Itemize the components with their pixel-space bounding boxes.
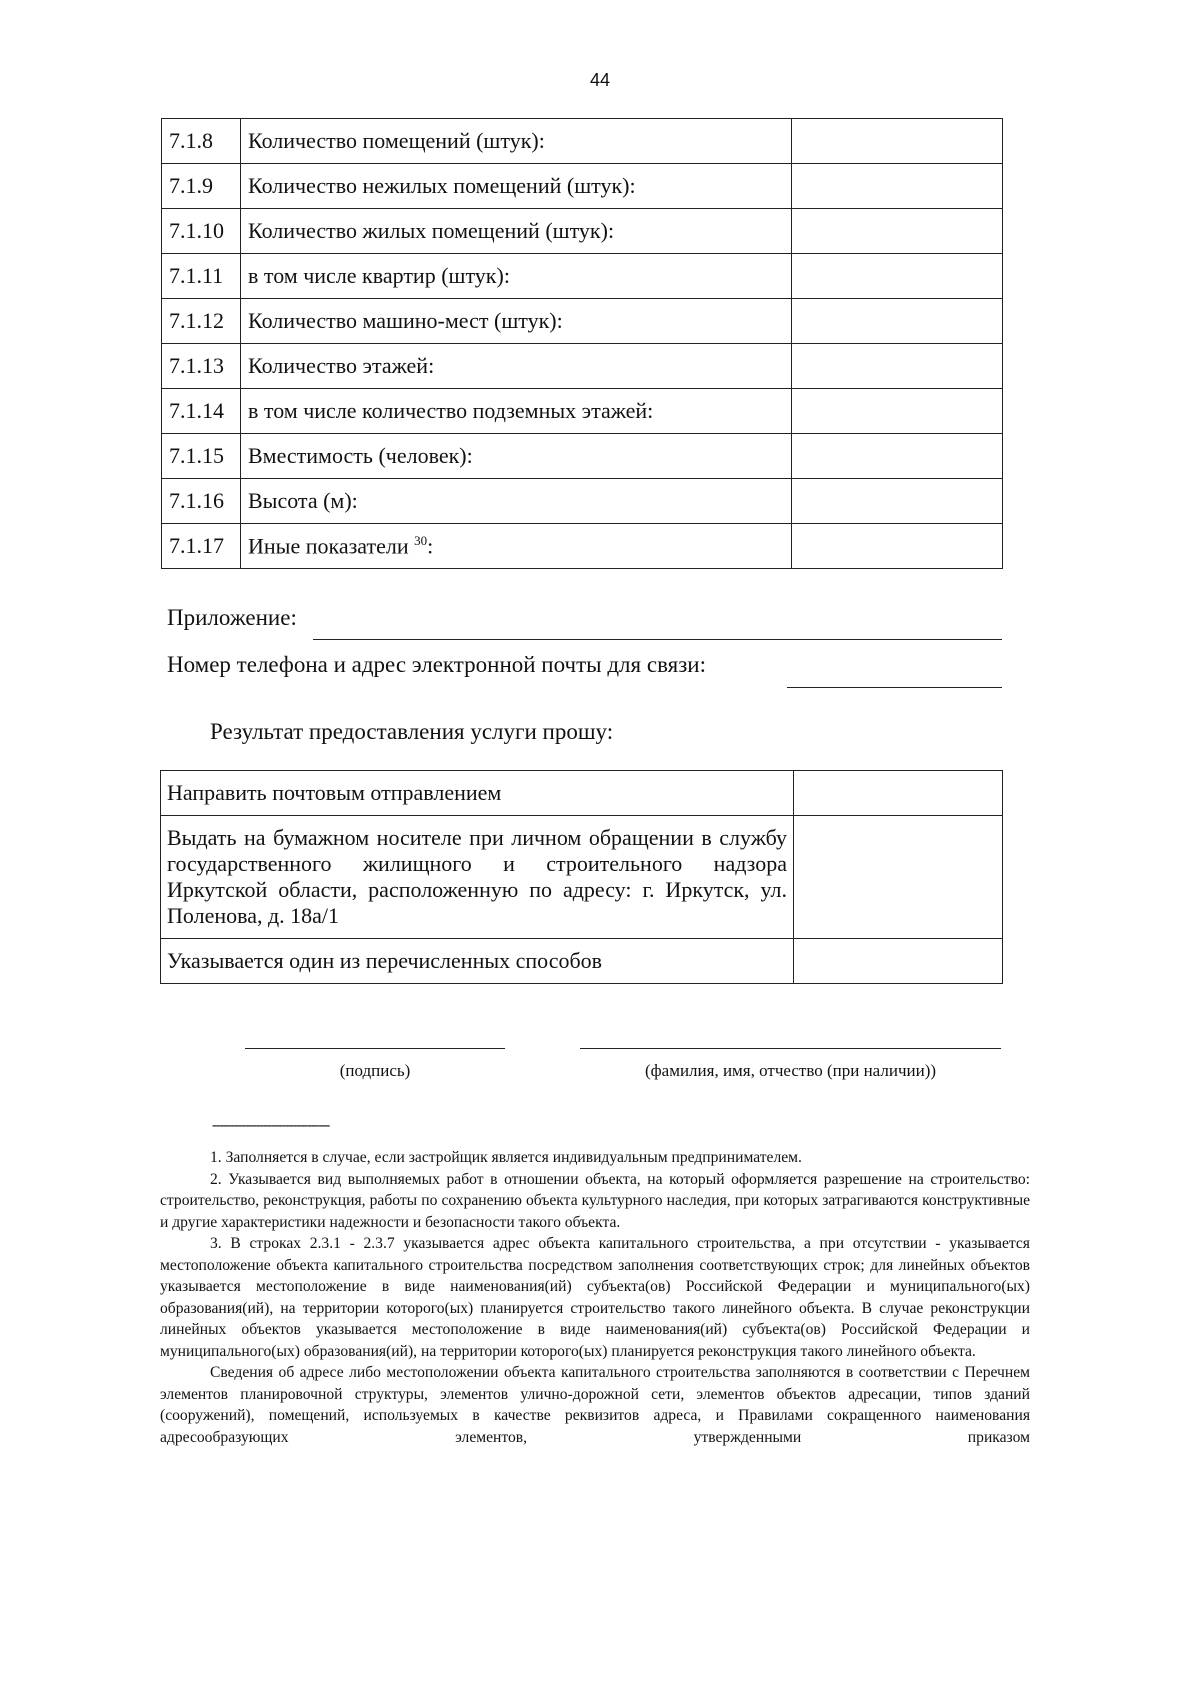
indicator-number: 7.1.9 (162, 164, 241, 209)
indicator-label-text: Вместимость (человек): (248, 443, 473, 468)
indicator-label-text: Количество этажей: (248, 353, 435, 378)
table-row (162, 434, 1003, 479)
indicator-value-cell[interactable] (792, 344, 1003, 389)
table-row (162, 119, 1003, 164)
option-label: Направить почтовым отправлением (161, 771, 794, 816)
attachment-field[interactable] (313, 639, 1002, 640)
indicator-number: 7.1.10 (162, 209, 241, 254)
indicator-label (241, 434, 792, 479)
indicator-label (241, 164, 792, 209)
indicator-label (241, 254, 792, 299)
table-row (162, 209, 1003, 254)
option-label: Указывается один из перечисленных способов (161, 939, 794, 984)
indicator-number: 7.1.8 (162, 119, 241, 164)
result-heading: Результат предоставления услуги прошу: (210, 719, 614, 744)
indicator-value-cell[interactable] (792, 164, 1003, 209)
indicator-label (241, 344, 792, 389)
table-row (161, 939, 1003, 984)
indicators-table (161, 118, 1003, 569)
indicator-value-cell[interactable] (792, 299, 1003, 344)
indicator-label-text: Количество нежилых помещений (штук): (248, 173, 636, 198)
indicator-label-text: Количество помещений (штук): (248, 128, 545, 153)
contact-label: Номер телефона и адрес электронной почты для связи: (167, 652, 706, 677)
page-number: 44 (589, 70, 611, 90)
table-row (161, 771, 1003, 816)
table-row (162, 344, 1003, 389)
indicator-value-cell[interactable] (792, 524, 1003, 569)
indicator-number: 7.1.14 (162, 389, 241, 434)
indicator-label-text: в том числе количество подземных этажей: (248, 398, 654, 423)
indicator-label (241, 524, 792, 569)
table-row (162, 299, 1003, 344)
indicator-value-cell[interactable] (792, 209, 1003, 254)
footnote: Сведения об адресе либо местоположении объекта капитального строительства заполняются в соответствии с Перечнем элементов планировочной структуры, элементов улично-дорожной сети, элементов объектов адресации, типов зданий (сооружений), помещений, используемых в качестве реквизитов адреса, и Правилами сокращенного наименования адресообразующих элементов, утвержденными приказом (160, 1364, 1030, 1446)
name-field[interactable] (580, 1048, 1001, 1049)
footnote: 2. Указывается вид выполняемых работ в отношении объекта, на который оформляется разрешение на строительство: строительство, реконструкция, работы по сохранению объекта культурного наследия, при которых затрагиваются конструктивные и другие характеристики надежности и безопасности такого объекта. (160, 1170, 1030, 1231)
option-checkbox-cell[interactable] (794, 939, 1003, 984)
label-suffix: : (427, 533, 434, 559)
contact-field[interactable] (787, 687, 1002, 688)
indicator-label (241, 119, 792, 164)
indicator-label (241, 479, 792, 524)
footnote-separator: -------------------------------- (212, 1118, 330, 1133)
footnote-ref: 30 (414, 532, 428, 548)
indicator-value-cell[interactable] (792, 479, 1003, 524)
signature-field[interactable] (245, 1048, 505, 1049)
indicator-value-cell[interactable] (792, 119, 1003, 164)
table-row (162, 524, 1003, 569)
indicator-number: 7.1.11 (162, 254, 241, 299)
footnote: 3. В строках 2.3.1 - 2.3.7 указывается адрес объекта капитального строительства, а при отсутствии - указывается местоположение объекта капитального строительства посредством заполнения соответствующих строк; для линейных объектов указывается местоположение в виде наименования(ий) субъекта(ов) Российской Федерации и муниципального(ых) образования(ий), на территории которого(ых) планируется строительство такого линейного объекта. В случае реконструкции линейных объектов указывается местоположение в виде наименования(ий) субъекта(ов) Российской Федерации и муниципального(ых) образования(ий), на территории которого(ых) планируется реконструкция такого линейного объекта. (160, 1235, 1030, 1360)
indicator-value-cell[interactable] (792, 434, 1003, 479)
indicator-label-text: Количество машино-мест (штук): (248, 308, 563, 333)
indicator-number: 7.1.13 (162, 344, 241, 389)
table-row (161, 816, 1003, 939)
attachment-label: Приложение: (167, 605, 297, 630)
table-row (162, 479, 1003, 524)
delivery-options-table (160, 770, 1003, 984)
indicator-label (241, 209, 792, 254)
indicator-value-cell[interactable] (792, 389, 1003, 434)
option-label: Выдать на бумажном носителе при личном обращении в службу государственного жилищного и строительного надзора Иркутской области, расположенную по адресу: г. Иркутск, ул. Поленова, д. 18а/1 (161, 816, 794, 939)
indicator-value-cell[interactable] (792, 254, 1003, 299)
indicator-label (241, 389, 792, 434)
table-row (162, 389, 1003, 434)
name-label: (фамилия, имя, отчество (при наличии)) (644, 1061, 937, 1080)
option-checkbox-cell[interactable] (794, 816, 1003, 939)
table-row (162, 164, 1003, 209)
indicator-number: 7.1.12 (162, 299, 241, 344)
indicator-label-text: Иные показатели (248, 533, 409, 559)
indicator-number: 7.1.16 (162, 479, 241, 524)
signature-label: (подпись) (339, 1061, 411, 1080)
indicator-label (241, 299, 792, 344)
indicator-number: 7.1.15 (162, 434, 241, 479)
footnotes (160, 1147, 1030, 1448)
option-checkbox-cell[interactable] (794, 771, 1003, 816)
indicator-label-text: в том числе квартир (штук): (248, 263, 510, 288)
indicator-label-text: Высота (м): (248, 488, 358, 513)
footnote: 1. Заполняется в случае, если застройщик является индивидуальным предпринимателем. (210, 1149, 802, 1166)
indicator-number: 7.1.17 (162, 524, 241, 569)
table-row (162, 254, 1003, 299)
indicator-label-text: Количество жилых помещений (штук): (248, 218, 615, 243)
